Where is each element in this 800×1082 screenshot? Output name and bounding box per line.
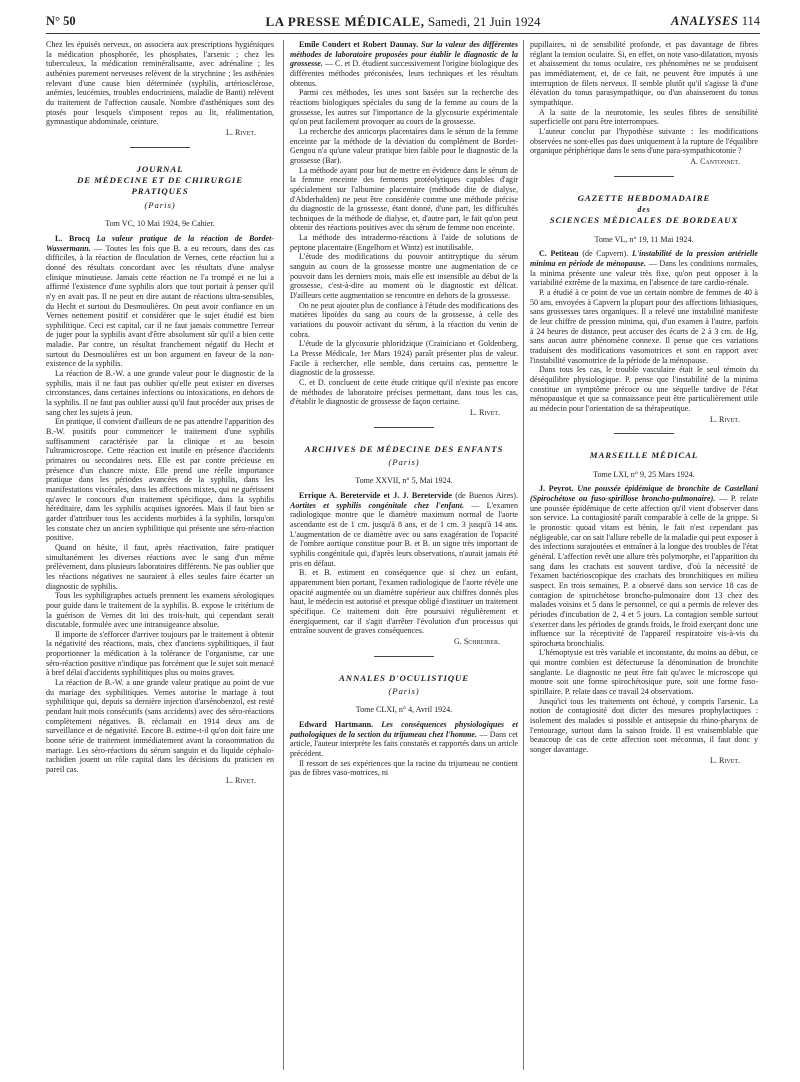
article-title: Sur la valeur des différentes méthodes de laboratoire proposées pour établir le diagnostic de la grossesse. <box>290 40 518 69</box>
page-header <box>46 14 760 34</box>
paragraph: L'hémoptysie est très variable et inconstante, du moins au début, ce qui montre combien est défectueuse la dénomination de bronchite sanglante. Le diagnostic ne peut être fait qu'avec le microscope qui montre soit une forme spirochétosique pure, soit une forme fuso-spirillaire. P. relate dans ce travail 24 observations. <box>530 648 758 697</box>
issue-line: Tome XXVII, n° 5, Mai 1924. <box>355 476 453 486</box>
journal-name: LA PRESSE MÉDICALE, <box>265 14 425 29</box>
issue-line: Tome CLXI, n° 4, Avril 1924. <box>355 705 453 715</box>
signature: A. Cantonnet. <box>690 156 740 166</box>
separator-rule <box>130 147 190 148</box>
signature: L. Rivet. <box>710 755 740 765</box>
paragraph: Il ressort de ses expériences que la racine du trijumeau ne contient pas de fibres vaso-motrices, ni <box>290 758 518 778</box>
journal-heading-line: des <box>637 204 651 214</box>
paragraph: — Dans les conditions normales, la minima présente une valeur très fixe, qu'on peut opposer à la variabilité extrême de la maxima, en l'absence de tare cardio-rénale. <box>530 259 758 288</box>
author-note: (de Capvern). <box>582 249 629 259</box>
journal-heading-line: SCIENCES MÉDICALES DE BORDEAUX <box>549 215 739 226</box>
journal-heading <box>296 673 512 698</box>
header-rule <box>46 33 760 34</box>
paragraph: pupillaires, ni de sensibilité profonde, et pas davantage de fibres réglant la tension oculaire. Si, en effet, on note vaso-dilatation, myosis et abaissement du tonus oculaire, ces phénomènes ne se produisent pas immédiatement, et, de ce fait, ne peuvent être imputés à une interruption de filets nerveux. Il semble plutôt qu'il s'agisse là d'une élévation du tonus parasympathique, ou d'un abaissement du tonus sympathique. <box>530 40 758 107</box>
paragraph: L'étude des modifications du pouvoir antitryptique du sérum sanguin au cours de la grossesse montre une augmentation de ce pouvoir dans les derniers mois, mais elle est insensible au début de la grossesse, c'est-à-dire au moment où le diagnostic est délicat. D'ailleurs cette augmentation se rencontre en dehors de la grossesse. <box>290 252 518 301</box>
paragraph: Parmi ces méthodes, les unes sont basées sur la recherche des réactions biologiques spéciales du sang de la femme au cours de la grossesse, les autres sur l'importance de la glycosurie expérimentale qu'on peut facilement provoquer au cours de la grossesse. <box>290 88 518 127</box>
paragraph: — L'examen radiologique montre que le diamètre maximum normal de l'aorte ascendante est de 1 cm. jusqu'à 8 ans, et de 1 cm. 3 jusqu'à 14 ans. L'augmentation de ce diamètre avec ou sans exagération de l'opacité de l'ombre aortique constitue pour B. et B. un signe très important de syphilis congénitale qui, d'après leurs observations, n'aurait jamais été pris en défaut. <box>290 500 518 568</box>
journal-heading-line: MARSEILLE MÉDICAL <box>589 450 699 461</box>
journal-heading-line: ARCHIVES DE MÉDECINE DES ENFANTS <box>304 443 504 454</box>
paragraph: L'étude de la glycosurie phloridzique (Crainiciano et Goldenberg, La Presse Médicale, 1er Mars 1924) paraît présenter plus de valeur. Facile à rechercher, elle semble, dans certains cas, permettre le diagnostic de la grossesse. <box>290 339 518 378</box>
article-title: Les conséquences physiologiques et pathologiques de la section du trijumeau chez l'homme. <box>290 720 518 739</box>
column-separator <box>283 40 284 1070</box>
paragraph: — C. et D. étudient successivement l'origine biologique des différentes méthodes préconisées, leurs techniques et les résultats obtenus. <box>290 59 518 88</box>
signature: L. Rivet. <box>470 407 500 417</box>
issue-date: Samedi, 21 Juin 1924 <box>427 14 541 29</box>
article-title: Aortites et syphilis congénitale chez l'enfant. <box>290 500 465 510</box>
paragraph: — Toutes les fois que B. a eu recours, dans des cas difficiles, à la réaction de floculation de Vernes, cette réaction lui a donné des résultats concordant avec les résultats d'une analyse clinique minutieuse. Jamais cette réaction ne l'a trompé et ne lui a affirmé l'existence d'une syphilis alors que tout portait à penser qu'il n'y en avait pas. Il ne peut en dire autant de réactions ultra-sensibles, du Hecht et surtout du Desmoulières. On peut avoir confiance en un Vernes nettement positif et considérer que le sujet étudié est bien syphilitique. Ceci est capital, car il ne faut jamais commettre l'erreur de juger pour la syphilis avant d'être absolument sûr qu'il a bien cette maladie. Par contre, un résultat franchement négatif du Hecht et surtout du Desmoulières est un bon argument en faveur de la non-existence de la syphilis. <box>46 243 274 369</box>
issue-line: Tom VC, 10 Mai 1924, 9e Cahier. <box>105 219 215 229</box>
article-author: Errique A. Beretervide et J. J. Beretervide <box>299 491 452 501</box>
journal-heading <box>296 444 512 469</box>
section-name: ANALYSES <box>671 14 739 28</box>
paragraph: La recherche des anticorps placentaires dans le sérum de la femme enceinte par la méthode de la déviation du complément de Bordet-Gengou n'a qu'une valeur pratique bien faible pour le diagnostic de la grossesse (Bar). <box>290 126 518 165</box>
paragraph: En pratique, il convient d'ailleurs de ne pas attendre l'apparition des B.-W. positifs pour commencer le traitement d'une syphilis suffisamment caractérisée par la clinique et au besoin l'ultramicroscope. Cette réaction est inutile en présence d'accidents primaires ou secondaires nets. Elle est par contre précieuse en présence d'un chancre mixte. Elle prend une réelle importance pratique dans les périodes avancées de la syphilis, dans les manifestations viscérales, dans les affections mixtes, qui ne guérissent qu'avec le concours d'un traitement spécifique, dans la syphilis héréditaire, dans les syphilis acquises ignorées. Mais il faut bien se garder d'attribuer tous les accidents morbides à la syphilis, lorsqu'on les constate chez un ancien syphilitique qui présente une séro-réaction positive. <box>46 417 274 543</box>
column-separator <box>523 40 524 1070</box>
article-author: L. Brocq <box>55 233 90 243</box>
column-left <box>46 40 274 1070</box>
paragraph: Dans tous les cas, le trouble vasculaire était le seul témoin du déséquilibre physiologique. P. pense que l'instabilité de la minima constitue un symptôme précoce ou une séquelle tardive de l'état ménopausique et que sa connaissance peut être particulièrement utile au médecin pour l'orientation de sa thérapeutique. <box>530 365 758 413</box>
signature: G. Schreiber. <box>454 636 500 646</box>
article-title: L'instabilité de la pression artérielle minima en période de ménopause. <box>530 249 758 269</box>
paragraph: La méthode des intradermo-réactions à l'aide de solutions de peptone placentaire (Engelhorn et Wintz) est inutilisable. <box>290 233 518 252</box>
journal-heading-line: ANNALES D'OCULISTIQUE <box>338 672 470 683</box>
separator-rule <box>614 176 674 177</box>
abstract-lead <box>46 234 274 369</box>
journal-place: (Paris) <box>144 199 176 210</box>
author-note: (de Buenos Aires). <box>455 491 518 501</box>
signature: L. Rivet. <box>710 414 740 424</box>
paragraph: B. et B. estiment en conséquence que si chez un enfant, apparemment bien portant, l'examen radiologique de l'aorte révèle une opacité augmentée ou un diamètre supérieur aux chiffres donnés plus haut, le médecin est autorisé et presque obligé d'instituer un traitement spécifique. Ce traitement doit être poursuivi régulièrement et énergiquement, car il s'agit d'arrêter l'évolution d'un processus qui entraîne souvent de graves conséquences. <box>290 568 518 636</box>
separator-rule <box>614 433 674 434</box>
paragraph: La méthode ayant pour but de mettre en évidence dans le sérum de la femme enceinte des ferments protéolytiques capables d'agir spécialement sur l'albumine placentaire (méthode dite de dialyse, d'Abderhalden) ne peut être considérée comme une méthode précise du diagnostic de la grossesse, étant donné, d'une part, les difficultés techniques de la méthode de dialyse, et, d'autre part, le fait qu'on peut obtenir des réactions positives avec du sérum de femme non enceinte. <box>290 165 518 233</box>
paragraph: Jusqu'ici tous les traitements ont échoué, y compris l'arsenic. La notion de contagiosité doit dicter des mesures prophylactiques : isolement des malades si possible et antisepsie du rhino-pharynx de l'entourage, surtout dans la saison froide. Il est vraisemblable que beaucoup de cas de cette affection sont méconnus, il faut donc y songer davantage. <box>530 696 758 755</box>
article-title: La valeur pratique de la réaction de Bordet-Wassermann. <box>46 233 274 253</box>
paragraph: C. et D. concluent de cette étude critique qu'il n'existe pas encore de méthodes de laboratoire précises permettant, dans tous les cas, d'établir le diagnostic de grossesse de façon certaine. <box>290 377 518 407</box>
paragraph: P. a étudié à ce point de vue un certain nombre de femmes de 40 à 50 ans, envoyées à Capvern la plupart pour des affections lithiasiques, sans grossesses tares organiques. Il a relevé une instabilité manifeste de leur chiffre de pression minima, qui, d'un examen à l'autre, parfois à 24 heures de distance, peut accuser des écarts de 2 à 3 cm. de Hg, sans aucun autre phénomène connexe. Il pense que ces variations traduisent des modifications vasomotrices et sont en rapport avec l'instabilité vasomotrice de la période de la ménopause. <box>530 288 758 365</box>
signature: L. Rivet. <box>226 775 256 785</box>
journal-heading-line: GAZETTE HEBDOMADAIRE <box>577 192 711 203</box>
section-marker <box>671 14 760 29</box>
journal-heading-line: PRATIQUES <box>131 186 189 197</box>
journal-place: (Paris) <box>388 686 420 697</box>
paragraph: La réaction de B.-W. a une grande valeur pratique au point de vue du mariage des syphilitiques. Vernes autorise le mariage à tout syphilitique qui, depuis sa dernière injection d'arsénobenzol, est resté pendant huit mois consécutifs (sans accidents) avec des séro-réactions complètement négatives. B. réclamait en 1914 deux ans de surveillance et de négativité. Encore B. estime-t-il qu'on doit faire une bonne série de traitement immédiatement avant la consommation du mariage. Les séro-réactions du sérum sanguin et du liquide céphalo-rachidien jouent un rôle capital dans les décisions du praticien en pareil cas. <box>46 678 274 774</box>
journal-heading <box>52 164 268 212</box>
paragraph: Chez les épuisés nerveux, on associera aux prescriptions hygiéniques la médication phosphorée, les phosphates, l'arsenic ; chez les tuberculeux, la médication reminéralisante, avec adrénaline ; les asthénies purement nerveuses relèvent de la strychnine ; les asthénies relevant d'une cause bien déterminée (syphilis, artériosclérose, anémies, leucémies, troubles endocriniens, maladie de Banti) relèvent du traitement de l'affection causale. Nombre d'asthéniques sont des ptosés pour lesquels s'imposent repos au lit, réalimentation, gymnastique abdominale, ceinture. <box>46 40 274 127</box>
separator-rule <box>374 656 434 657</box>
page-number-left: N° 50 <box>46 14 76 28</box>
abstract-lead <box>290 491 518 568</box>
separator-rule <box>374 427 434 428</box>
page-number-right: 114 <box>741 14 760 28</box>
paragraph: — P. relate une poussée épidémique de cette affection qu'il vient d'observer dans son service. La contagiosité paraît comparable à celle de la grippe. Si le pronostic quoad vitam est bénin, le fait n'est cependant pas négligeable, car on sait l'allure rebelle de la maladie qui peut exposer à des infections surajoutées et entraîner à la longue des troubles de l'état général. L'affection revêt une allure très polymorphe, et l'apparition du sang dans les crachats est souvent tardive, d'où la nécessité de l'examen bactérioscopique des crachats des bronchitiques en milieu suspect. En trois semaines, P. a observé dans son service 18 cas de contagion de spirochétose broncho-pulmonaire dont 13 chez des malades voisins et 5 dans le personnel, ce qui a permis de relever des périodes d'incubation de 2, 4 et 5 jours. La contagion semble surtout s'exercer dans les périodes de grands froids, le froid exerçant donc une influence sur la réceptivité de l'appareil respiratoire vis-à-vis du spirochæta bronchialis. <box>530 493 758 648</box>
journal-place: (Paris) <box>388 457 420 468</box>
paragraph: Il importe de s'efforcer d'arriver toujours par le traitement à obtenir la négativité des réactions, mais, chez d'anciens syphilitiques, il faut proportionner la médication à la tolérance de l'organisme, car une séro-réaction positive n'indique pas forcément que le sujet soit menacé à bref délai d'accidents syphilitiques plus ou moins graves. <box>46 629 274 678</box>
paragraph: A la suite de la neurotomie, les seules fibres de sensibilité superficielle ont paru être interrompues. <box>530 107 758 127</box>
signature: L. Rivet. <box>226 127 256 137</box>
paragraph: On ne peut ajouter plus de confiance à l'étude des modifications des matières lipoïdes du sang au cours de la grossesse, à celle des variations du pouvoir activant du sérum, à la réaction du venin de cobra. <box>290 300 518 339</box>
paragraph: Quand on hésite, il faut, après réactivation, faire pratiquer simultanément les diverses réactions avec le sang d'un même prélèvement, dans plusieurs laboratoires différents. Ne pas oublier que les réactions négatives ne sauraient à elles seules faire écarter un diagnostic de syphilis. <box>46 542 274 591</box>
column-right <box>530 40 758 1070</box>
article-author: Edward Hartmann. <box>299 720 374 730</box>
article-author: Emile Coudert et Robert Daunay. <box>299 40 419 49</box>
journal-heading-line: DE MÉDECINE ET DE CHIRURGIE <box>76 174 244 185</box>
running-title <box>46 14 760 30</box>
journal-heading <box>536 193 752 227</box>
abstract-lead <box>290 40 518 88</box>
paragraph: L'auteur conclut par l'hypothèse suivante : les modifications observées ne sont-elles pas dues uniquement à la rupture de l'équilibre organique périphérique dans le sens d'une para-sympathicotonie ? <box>530 126 758 156</box>
article-author: J. Peyrot. <box>539 484 574 494</box>
article-title: Une poussée épidémique de bronchite de Castellani (Spirochétose ou fuso-spirillose broncho-pulmonaire). <box>530 484 758 503</box>
column-middle <box>290 40 518 1070</box>
journal-heading <box>536 450 752 461</box>
journal-heading-line: JOURNAL <box>136 163 184 174</box>
paragraph: La réaction de B.-W. a une grande valeur pour le diagnostic de la syphilis, mais il ne faut pas oublier qu'elle peut exister en diverses circonstances, dans certaines infections ou intoxications, en dehors de la syphilis. Il ne faut pas oublier aussi qu'il faut procéder aux prises de sang chez les sujets à jeun. <box>46 369 274 417</box>
paragraph: — Dans cet article, l'auteur interprète les faits constatés et rapportés dans un article précédent. <box>290 729 518 759</box>
abstract-lead <box>530 484 758 648</box>
paragraph: Tous les syphiligraphes actuels prennent les examens sérologiques pour guide dans le traitement de la syphilis. B. expose le critérium de la guérison de Vernes dit loi des trois-huit, qui cependant serait discutable, formulée avec une intransigeance absolue. <box>46 591 274 630</box>
issue-line: Tome LXI, n° 9, 25 Mars 1924. <box>593 469 695 479</box>
article-author: C. Petiteau <box>539 249 579 259</box>
abstract-lead <box>530 249 758 288</box>
abstract-lead <box>290 720 518 759</box>
issue-line: Tome VL, n° 19, 11 Mai 1924. <box>594 234 694 244</box>
